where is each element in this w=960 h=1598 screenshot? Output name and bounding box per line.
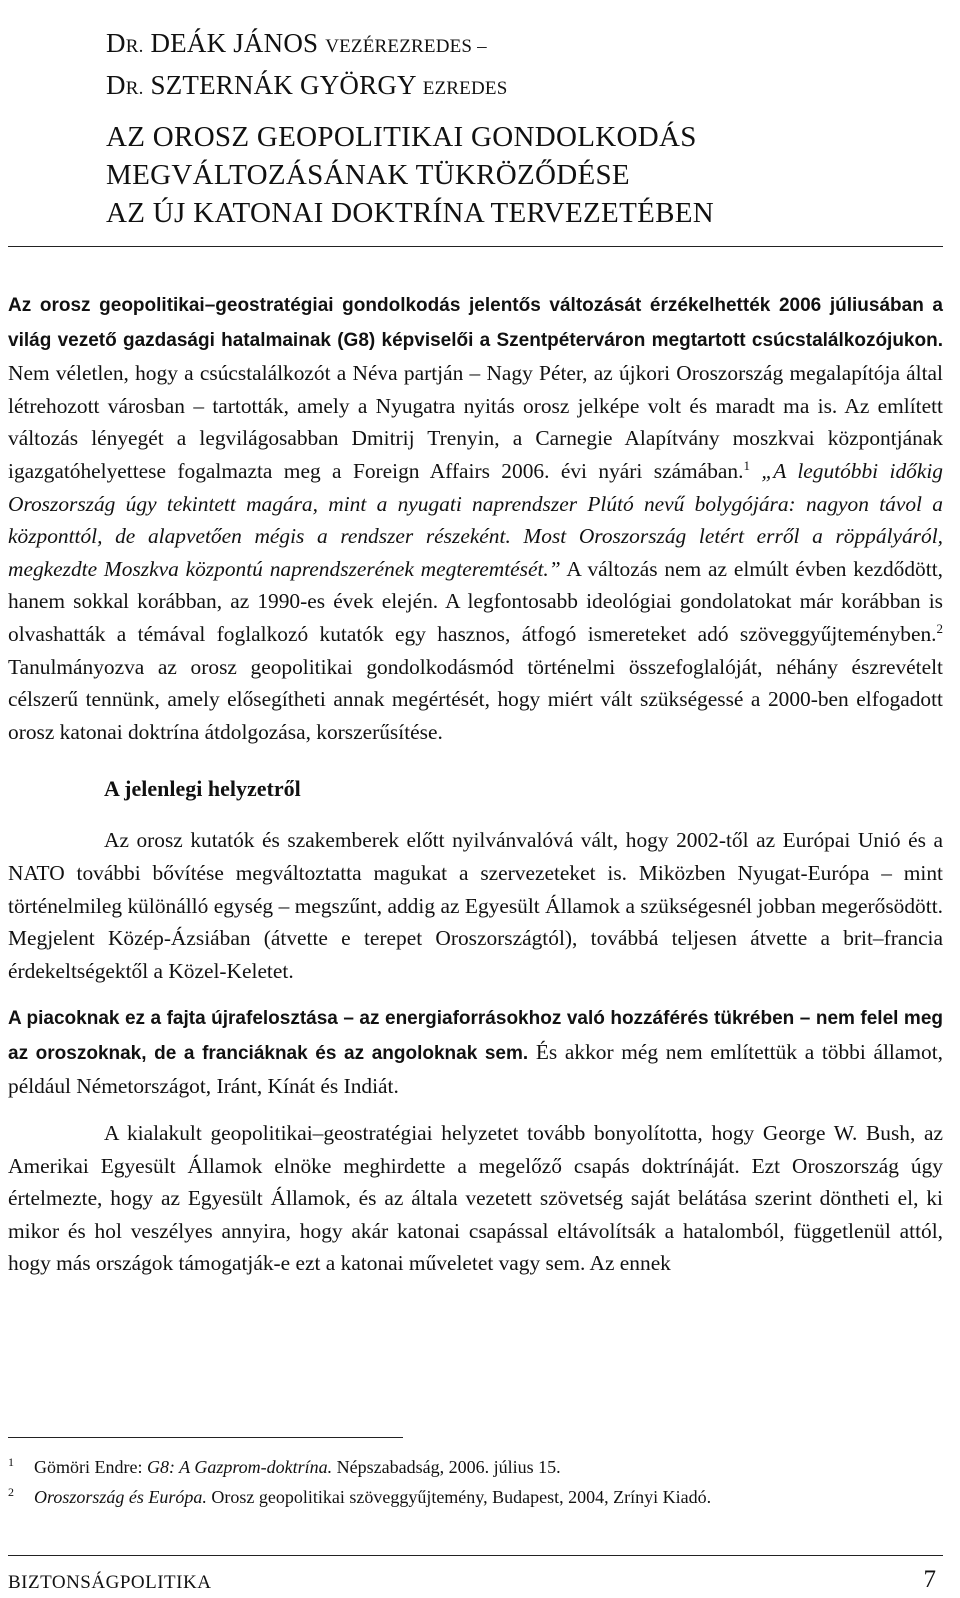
- footnote-1: 1 Gömöri Endre: G8: A Gazprom-doktrína. Népszabadság, 2006. július 15.: [8, 1455, 561, 1477]
- highlighted-text: A piacoknak ez a fajta újrafelosztása – az energiaforrásokhoz való hozzáférés tükrében – nem felel meg az oroszoknak, de a franciáknak és az angoloknak sem.: [8, 1008, 943, 1064]
- paragraph-4: A kialakult geopolitikai–geostratégiai helyzetet tovább bonyolította, hogy George W. Bush, az Amerikai Egyesült Államok elnöke meghirdette a megelőző csapás doktrínáját. Ezt Oroszország úgy értelmezte, hogy az Egyesült Államok, és az általa vezetett szövetség saját belátása szerint döntheti el, ki mikor és hol veszélyes annyira, hogy akár katonai csapással eltávolítsák a hatalomból, függetlenül attól, hogy más országok támogatják-e ezt a katonai műveletet vagy sem. Az ennek: [8, 1121, 943, 1276]
- paragraph-1: Az orosz geopolitikai–geostratégiai gondolkodás jelentős változását érzékelhették 2006 júliusában a világ vezető gazdasági hatalmainak (G8) képviselői a Szentpéterváron megtartott csúcstalálkozójukon. Nem véletlen, hogy a csúcstalálkozót a Néva partján – Nagy Péter, az újkori Oroszország megalapítója által létrehozott városban – tartották, amely a Nyugatra nyitás orosz jelképe volt és maradt ma is. Az említett változás lényegét a legvilágosabban Dmitrij Trenyin, a Carnegie Alapítvány moszkvai központjának igazgatóhelyettese fogalmazta meg a Foreign Affairs 2006. évi nyári számában.$^1$ „A legutóbbi időkig Oroszország úgy tekintett magára, mint a nyugati naprendszer Plútó nevű bolygójára: nagyon távol a központtól, de alapvetően mégis a rendszer részeként. Most Oroszország letért erről a röppályáról, megkezdte Moszkva központú naprendszerének megteremtését.” A változás nem az elmúlt évben kezdődött, hanem sokkal korábban, az 1990-es évek elején. A legfontosabb ideológiai gondolatokat már korábban is olvashatták a témával foglalkozó kutatók egy hasznos, átfogó ismereteket adó szöveggyűjteményben.$^2$ Tanulmányozva az orosz geopolitikai gondolkodásmód történelmi összefoglalóját, néhány észrevételt célszerű tennünk, amely elősegítheti annak megértését, hogy miért vált szükségessé a 2000-ben elfogadott orosz katonai doktrína átdolgozása, korszerűsítése.: [8, 295, 944, 744]
- author-name-1: DEÁK JÁNOS: [150, 28, 319, 58]
- quote: „A legutóbbi időkig Oroszország úgy tekintett magára, mint a nyugati naprendszer Plútó nevű bolygójára: nagyon távol a központtól, de alapvetően mégis a rendszer részeként. Most Oroszország letért erről a röppályáról, megkezdte Moszkva központú naprendszerének megteremtését.”: [8, 458, 944, 581]
- footnote-2: 2 Oroszország és Európa. Orosz geopolitikai szöveggyűjtemény, Budapest, 2004, Zrínyi Kiadó.: [8, 1485, 712, 1507]
- footnote-divider: [8, 1437, 403, 1438]
- author-line-2: DR. SZTERNÁK GYÖRGY EZREDES: [106, 70, 508, 100]
- author-name-2: SZTERNÁK GYÖRGY: [150, 70, 416, 100]
- footnote-ref-2[interactable]: 2: [936, 620, 943, 636]
- author-rank-1: VEZÉREZREDES –: [325, 36, 487, 57]
- article-body: [8, 288, 943, 1280]
- paragraph-2: Az orosz kutatók és szakemberek előtt nyilvánvalóvá vált, hogy 2002-től az Európai Unió és a NATO további bővítése megváltoztatta magukat a szervezeteket is. Miközben Nyugat-Európa – mint történelmileg különálló egység – megszűnt, addig az Egyesült Államok a szükségesnél jobban megerősödött. Megjelent Közép-Ázsiában (átvette e terepet Oroszországtól), továbbá teljesen átvette a brit–francia érdekeltségektől a Közel-Keletet.: [8, 828, 943, 983]
- article-title: AZ OROSZ GEOPOLITIKAI GONDOLKODÁS MEGVÁLTOZÁSÁNAK TÜKRÖZŐDÉSE AZ ÚJ KATONAI DOKTRÍNA TERVEZETÉBEN: [106, 121, 715, 229]
- footnotes: [8, 1452, 943, 1512]
- footer-divider: [8, 1555, 943, 1556]
- lead-text: Az orosz geopolitikai–geostratégiai gondolkodás jelentős változását érzékelhették 2006 júliusában a világ vezető gazdasági hatalmainak (G8) képviselői a Szentpéterváron megtartott csúcstalálkozójukon.: [8, 295, 943, 351]
- section-heading: A jelenlegi helyzetről: [104, 776, 301, 802]
- paragraph-3: A piacoknak ez a fajta újrafelosztása – az energiaforrásokhoz való hozzáférés tükrében – nem felel meg az oroszoknak, de a franciáknak és az angoloknak sem. És akkor még nem említettük a többi államot, például Németországot, Iránt, Kínát és Indiát.: [8, 1008, 943, 1099]
- journal-name: BIZTONSÁGPOLITIKA: [8, 1572, 212, 1593]
- author-rank-2: EZREDES: [422, 78, 508, 99]
- footnote-ref-1[interactable]: 1: [743, 457, 750, 473]
- author-line-1: DR. DEÁK JÁNOS VEZÉREZREDES –: [106, 28, 487, 58]
- title-divider: [8, 246, 943, 247]
- page-number: 7: [923, 1566, 936, 1593]
- authors-block: [106, 24, 507, 108]
